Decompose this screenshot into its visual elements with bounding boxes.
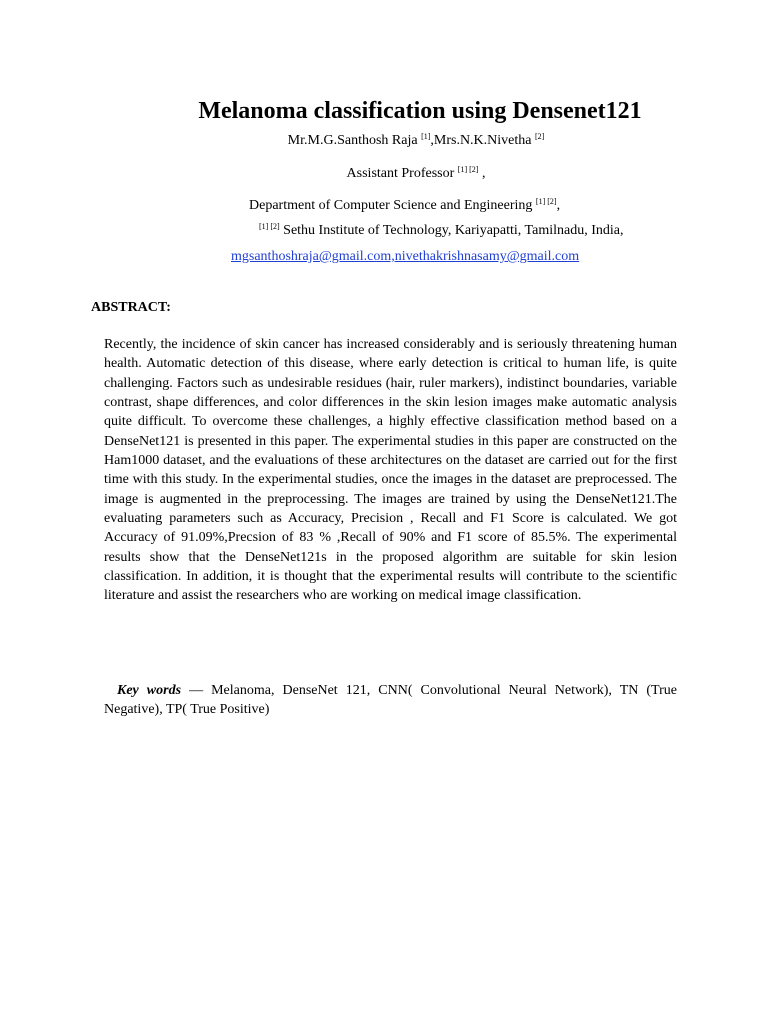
author-1-name: Mr.M.G.Santhosh Raja: [287, 133, 422, 148]
author-1-ref: [1]: [421, 132, 431, 141]
department-name: Department of Computer Science and Engineering: [249, 198, 536, 213]
institution-refs: [1] [2]: [259, 222, 280, 231]
author-emails-link[interactable]: mgsanthoshraja@gmail.com,nivethakrishnasamy@gmail.com: [231, 249, 580, 264]
author-role-refs: [1] [2]: [457, 165, 479, 174]
author-2-ref: [2]: [535, 132, 545, 141]
author-separator: ,: [430, 133, 434, 148]
keywords-paragraph: [104, 681, 677, 719]
author-role: Assistant Professor: [346, 166, 458, 181]
author-line: [0, 132, 768, 150]
author-2-name: Mrs.N.K.Nivetha: [433, 133, 535, 148]
institution-line: [259, 222, 623, 240]
department-refs: [1] [2]: [535, 197, 557, 206]
keywords-list: — Melanoma, DenseNet 121, CNN( Convolutional Neural Network), TN (True Negative), TP( True Positive): [104, 683, 677, 717]
department-line: [249, 197, 560, 215]
abstract-heading: ABSTRACT:: [91, 300, 171, 315]
keywords-label: Key words: [117, 683, 182, 698]
paper-title: Melanoma classification using Densenet121: [198, 98, 642, 124]
abstract-text: Recently, the incidence of skin cancer has increased considerably and is seriously threatening human health. Automatic detection of this disease, where early detection is critical to human life, is quite challenging. Factors such as undesirable residues (hair, ruler markers), indistinct boundaries, variable contrast, shape differences, and color differences in the skin lesion images make automatic analysis quite difficult. To overcome these challenges, a highly effective classification method based on a DenseNet121 is presented in this paper. The experimental studies in this paper are constructed on the Ham1000 dataset, and the evaluations of these architectures on the dataset are carried out for the first time with this study. In the experimental studies, once the images in the dataset are preprocessed. The image is augmented in the preprocessing. The images are trained by using the DenseNet121.The evaluating parameters such as Accuracy, Precision , Recall and F1 Score is calculated. We got Accuracy of 91.09%,Precsion of 83 % ,Recall of 90% and F1 score of 85.5%. The experimental results show that the DenseNet121s in the proposed algorithm are suitable for skin lesion classification. In addition, it is thought that the experimental results will contribute to the scientific literature and assist the researchers who are working on medical image classification.: [104, 337, 677, 604]
author-role-suffix: ,: [478, 166, 486, 181]
author-role-line: [0, 165, 768, 183]
institution-name: Sethu Institute of Technology, Kariyapatti, Tamilnadu, India,: [279, 223, 624, 238]
department-suffix: ,: [556, 198, 561, 213]
